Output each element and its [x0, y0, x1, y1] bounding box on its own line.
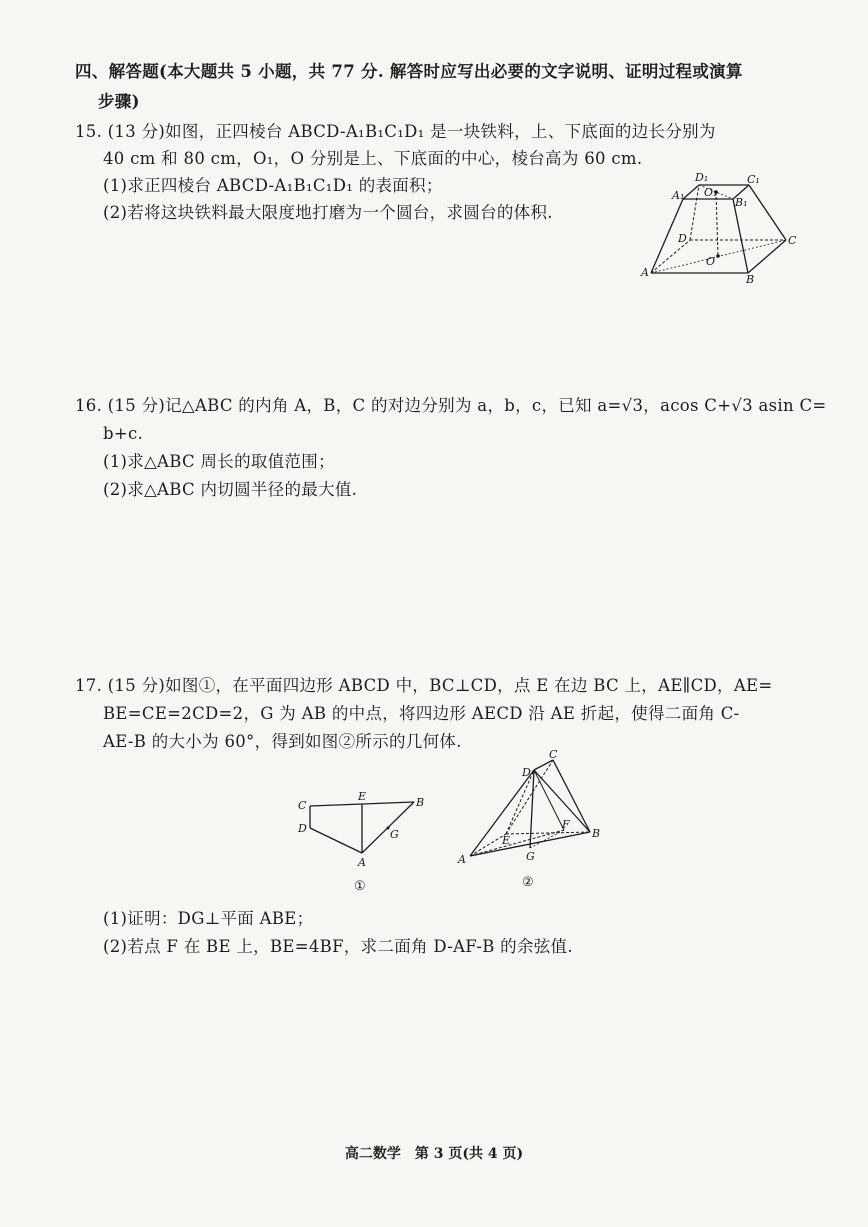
- fig1-label-E: E: [358, 790, 367, 803]
- frustum-figure: [638, 170, 804, 285]
- q16-part2: (2)求△ABC 内切圆半径的最大值.: [103, 480, 358, 499]
- q16-part1: (1)求△ABC 周长的取值范围；: [103, 452, 335, 471]
- label-O1: O₁: [704, 186, 718, 199]
- folded-solid-figure: [456, 748, 606, 896]
- label-D: D: [678, 232, 687, 245]
- q15-part1: (1)求正四棱台 ABCD-A₁B₁C₁D₁ 的表面积；: [103, 176, 443, 195]
- label-A1: A₁: [672, 189, 685, 202]
- label-C: C: [788, 234, 797, 247]
- q17-part1: (1)证明：DG⊥平面 ABE；: [103, 909, 314, 928]
- q17-part2: (2)若点 F 在 BE 上，BE=4BF，求二面角 D-AF-B 的余弦值.: [103, 937, 573, 956]
- q15-line2: 40 cm 和 80 cm，O₁，O 分别是上、下底面的中心，棱台高为 60 cm.: [103, 149, 643, 168]
- fig1-label-C: C: [298, 799, 307, 812]
- fig2-label-F: F: [562, 818, 570, 831]
- fig2-label-D: D: [522, 766, 531, 779]
- fig2-caption: ②: [522, 875, 534, 890]
- q17-line2: BE=CE=2CD=2，G 为 AB 的中点，将四边形 AECD 沿 AE 折起，使得二面角 C-: [103, 704, 740, 723]
- page-footer: 高二数学 第 3 页(共 4 页): [344, 1146, 524, 1162]
- q16-line2: b+c.: [103, 424, 144, 443]
- section-title-line2: 步骤): [98, 92, 140, 111]
- section-title-line1: 四、解答题(本大题共 5 小题，共 77 分. 解答时应写出必要的文字说明、证明过程或演算: [75, 62, 743, 81]
- q15-part2: (2)若将这块铁料最大限度地打磨为一个圆台，求圆台的体积.: [103, 203, 553, 222]
- fig2-label-A: A: [458, 853, 466, 866]
- label-D1: D₁: [695, 171, 709, 184]
- planar-quadrilateral-figure: [292, 788, 440, 896]
- fig2-label-E: E: [502, 834, 511, 847]
- label-A: A: [641, 266, 649, 279]
- fig1-label-A: A: [358, 856, 366, 869]
- label-B: B: [746, 273, 755, 285]
- fig1-caption: ①: [354, 879, 366, 894]
- q17-line3: AE-B 的大小为 60°，得到如图②所示的几何体.: [103, 732, 462, 751]
- fig2-label-C: C: [549, 748, 558, 761]
- fig1-label-B: B: [416, 796, 425, 809]
- fig2-label-G: G: [526, 850, 535, 863]
- fig1-label-G: G: [390, 828, 399, 841]
- fig2-label-B: B: [592, 827, 601, 840]
- q16-line1: 16. (15 分)记△ABC 的内角 A，B，C 的对边分别为 a，b，c，已知 a=√3，acos C+√3 asin C=: [75, 396, 827, 415]
- fig1-label-D: D: [298, 822, 307, 835]
- q17-line1: 17. (15 分)如图①，在平面四边形 ABCD 中，BC⊥CD，点 E 在边 BC 上，AE∥CD，AE=: [75, 676, 773, 695]
- label-O: O: [706, 255, 716, 268]
- label-B1: B₁: [735, 196, 748, 209]
- q15-line1: 15. (13 分)如图，正四棱台 ABCD-A₁B₁C₁D₁ 是一块铁料，上、下底面的边长分别为: [75, 122, 716, 141]
- label-C1: C₁: [747, 173, 760, 186]
